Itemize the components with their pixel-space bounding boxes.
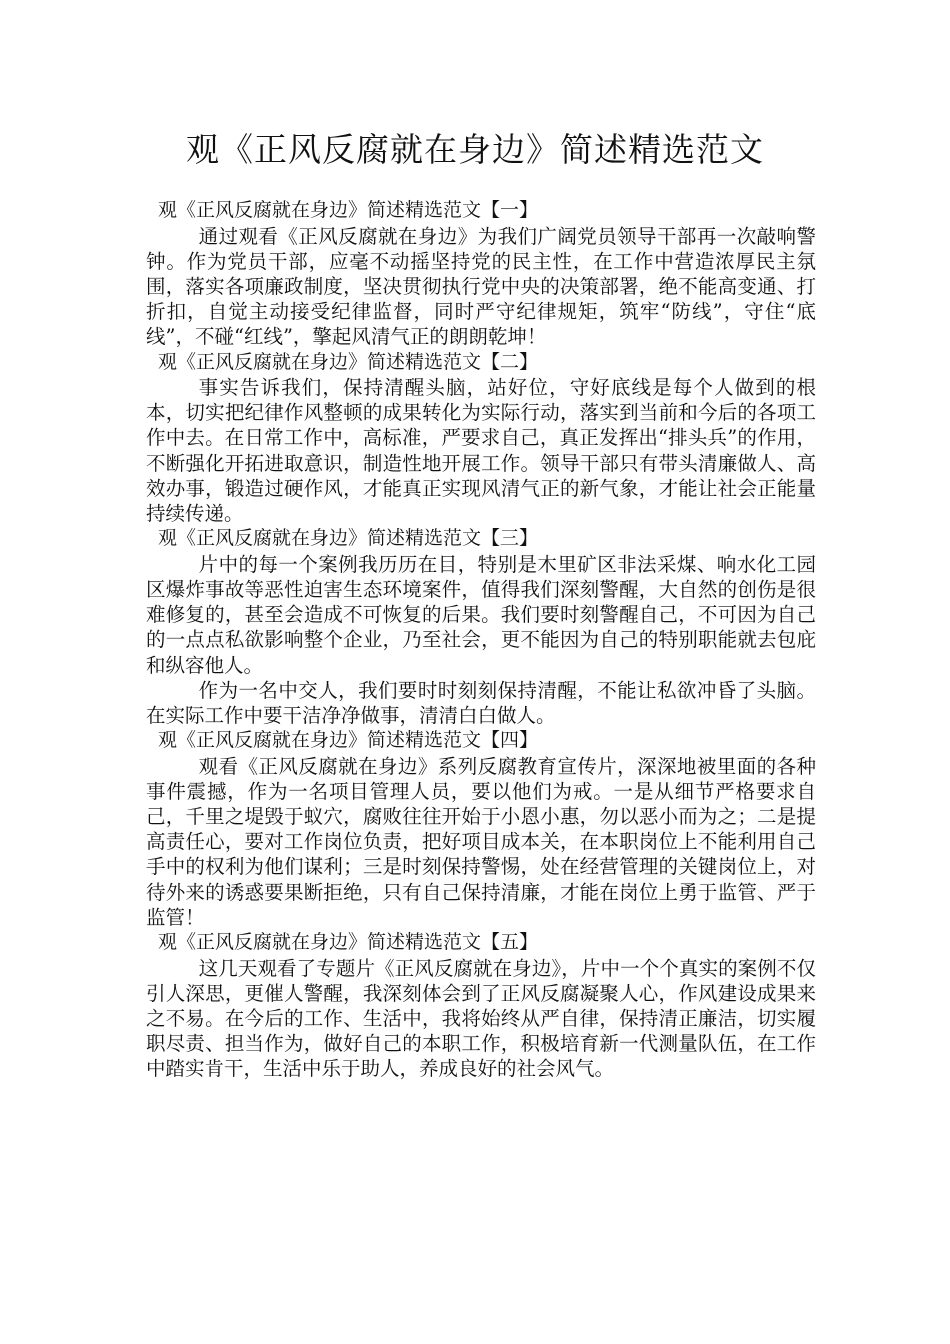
paragraph: 作为一名中交人，我们要时时刻刻保持清醒，不能让私欲冲昏了头脑。在实际工作中要干洁净净做事，清清白白做人。 — [146, 678, 816, 727]
paragraph: 通过观看《正风反腐就在身边》为我们广阔党员领导干部再一次敲响警钟。作为党员干部，应毫不动摇坚持党的民主性，在工作中营造浓厚民主氛围，落实各项廉政制度，坚决贯彻执行党中央的决策部署，绝不能高变通、打折扣，自觉主动接受纪律监督，同时严守纪律规矩，筑牢“防线”，守住“底线”，不碰“红线”，擎起风清气正的朗朗乾坤！ — [146, 224, 816, 349]
section-1 — [146, 198, 816, 350]
section-heading: 观《正风反腐就在身边》简述精选范文【四】 — [158, 729, 539, 752]
paragraph: 片中的每一个案例我历历在目，特别是木里矿区非法采煤、响水化工园区爆炸事故等恶性迫害生态环境案件，值得我们深刻警醒，大自然的创伤是很难修复的，甚至会造成不可恢复的后果。我们要时刻警醒自己，不可因为自己的一点点私欲影响整个企业，乃至社会，更不能因为自己的特别职能就去包庇和纵容他人。 — [146, 552, 816, 677]
document-body — [146, 198, 816, 1082]
section-heading: 观《正风反腐就在身边》简述精选范文【二】 — [158, 350, 539, 373]
section-5 — [146, 930, 816, 1082]
section-heading: 观《正风反腐就在身边》简述精选范文【五】 — [158, 931, 539, 954]
paragraph: 事实告诉我们，保持清醒头脑，站好位，守好底线是每个人做到的根本，切实把纪律作风整顿的成果转化为实际行动，落实到当前和今后的各项工作中去。在日常工作中，高标准，严要求自己，真正发挥出“排头兵”的作用，不断强化开拓进取意识，制造性地开展工作。领导干部只有带头清廉做人、高效办事，锻造过硬作风，才能真正实现风清气正的新气象，才能让社会正能量持续传递。 — [146, 376, 816, 526]
section-3 — [146, 526, 816, 728]
section-heading: 观《正风反腐就在身边》简述精选范文【三】 — [158, 527, 539, 550]
section-2 — [146, 350, 816, 527]
section-4 — [146, 728, 816, 930]
section-heading: 观《正风反腐就在身边》简述精选范文【一】 — [158, 199, 539, 221]
paragraph: 这几天观看了专题片《正风反腐就在身边》，片中一个个真实的案例不仅引人深思，更催人警醒，我深刻体会到了正风反腐凝聚人心，作风建设成果来之不易。在今后的工作、生活中，我将始终从严自律，保持清正廉洁，切实履职尽责、担当作为，做好自己的本职工作，积极培育新一代测量队伍，在工作中踏实肯干，生活中乐于助人，养成良好的社会风气。 — [146, 956, 816, 1081]
paragraph: 观看《正风反腐就在身边》系列反腐教育宣传片，深深地被里面的各种事件震撼，作为一名项目管理人员，要以他们为戒。一是从细节严格要求自己，千里之堤毁于蚁穴，腐败往往开始于小恩小惠，勿以恶小而为之；二是提高责任心，要对工作岗位负责，把好项目成本关，在本职岗位上不能利用自己手中的权利为他们谋利；三是时刻保持警惕，处在经营管理的关键岗位上，对待外来的诱惑要果断拒绝，只有自己保持清廉，才能在岗位上勇于监管、严于监管！ — [146, 754, 816, 929]
document-title: 观《正风反腐就在身边》简述精选范文 — [186, 130, 764, 169]
